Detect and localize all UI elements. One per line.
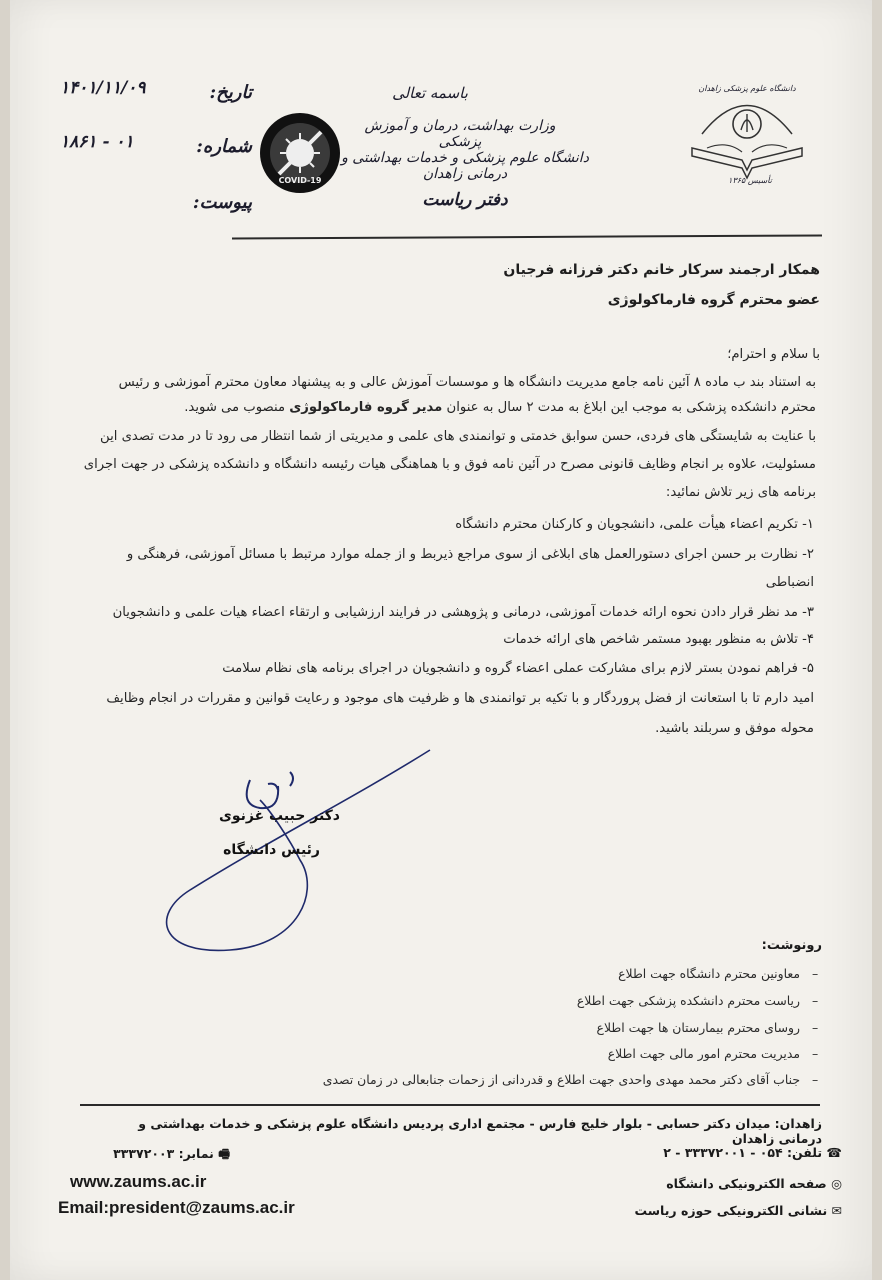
website-label-text: صفحه الکترونیکی دانشگاه xyxy=(666,1176,827,1191)
university-logo xyxy=(682,82,812,192)
cc-item xyxy=(300,1020,800,1035)
office-name: دفتر ریاست xyxy=(422,190,508,210)
p1-line2-pre: محترم دانشکده پزشکی به موجب این ابلاغ به مدت ۲ سال به عنوان xyxy=(446,400,816,415)
invocation: باسمه تعالی xyxy=(392,84,468,102)
email-link[interactable]: Email:president@zaums.ac.ir xyxy=(58,1198,295,1217)
p1-line2-post: منصوب می شوید. xyxy=(184,400,286,415)
website-link[interactable]: www.zaums.ac.ir xyxy=(70,1172,207,1191)
phone-label: تلفن: xyxy=(787,1145,823,1160)
logo-year: تأسیس ۱۳۶۵ xyxy=(728,176,772,185)
signatory-name: دکتر حبیب غزنوی xyxy=(219,808,340,824)
list-item-1: ۱- تکریم اعضاء هیأت علمی، دانشجویان و کارکنان محترم دانشگاه xyxy=(455,517,814,532)
globe-icon: ◎ xyxy=(831,1176,842,1191)
footer-website-label xyxy=(560,1176,842,1191)
cc-dash: – xyxy=(812,1072,819,1087)
cc-item-text: مدیریت محترم امور مالی جهت اطلاع xyxy=(607,1046,800,1061)
footer-email-label xyxy=(560,1203,842,1218)
closing-line-2: محوله موفق و سربلند باشید. xyxy=(655,721,814,736)
cc-item xyxy=(300,966,800,981)
appointment-position: مدیر گروه فارماکولوژی xyxy=(289,400,443,415)
paragraph-1-line-1: به استناد بند ب ماده ۸ آئین نامه جامع مدیریت دانشگاه ها و موسسات آموزش عالی و به پیشنهاد معاون محترم آموزشی و رئیس xyxy=(118,375,816,390)
number-label: شماره: xyxy=(196,136,252,157)
fax-icon: 🖷 xyxy=(218,1146,230,1161)
footer-phone xyxy=(560,1145,842,1160)
logo-arc-text: دانشگاه علوم پزشکی زاهدان xyxy=(698,84,796,93)
cc-item-text: جناب آقای دکتر محمد مهدی واحدی جهت اطلاع و قدردانی از زحمات جنابعالی در زمان تصدی xyxy=(322,1072,800,1087)
number-value: ۱۸۶۱ - ۰۱ xyxy=(60,132,134,152)
phone-icon: ☎ xyxy=(826,1145,842,1160)
paragraph-2-line-3: برنامه های زیر تلاش نمائید: xyxy=(665,485,816,500)
greeting: با سلام و احترام؛ xyxy=(727,347,820,362)
cc-item xyxy=(300,993,800,1008)
paragraph-1-line-2 xyxy=(80,395,816,420)
cc-heading: رونوشت: xyxy=(761,938,822,953)
footer-address: زاهدان: میدان دکتر حسابی - بلوار خلیج فارس - مجتمع اداری پردیس دانشگاه علوم پزشکی و خدمات بهداشتی و درمانی زاهدان xyxy=(138,1116,822,1146)
signatory-title: رئیس دانشگاه xyxy=(223,842,320,858)
list-item-5: ۵- فراهم نمودن بستر لازم برای مشارکت عملی اعضاء گروه و دانشجویان در اجرای برنامه های نظام سلامت xyxy=(222,661,814,676)
email-label-text: نشانی الکترونیکی حوزه ریاست xyxy=(634,1203,828,1218)
cc-dash: – xyxy=(812,993,819,1008)
cc-item xyxy=(200,1072,800,1087)
cc-dash: – xyxy=(812,1020,819,1035)
paragraph-2-line-2: مسئولیت، علاوه بر انجام وظایف قانونی مصرح در آئین نامه فوق و با هماهنگی هیات رئیسه دانشگاه و دانشکده پزشکی در جهت اجرای xyxy=(83,457,816,472)
cc-item-text: ریاست محترم دانشکده پزشکی جهت اطلاع xyxy=(576,993,800,1008)
date-label: تاریخ: xyxy=(209,82,252,103)
footer-divider xyxy=(80,1104,820,1106)
date-value: ۱۴۰۱/۱۱/۰۹ xyxy=(60,78,146,98)
covid-stamp-label: COVID-19 xyxy=(278,176,322,185)
covid-stamp xyxy=(257,110,343,196)
email-icon: ✉ xyxy=(831,1203,842,1218)
recipient-line1: همکار ارجمند سرکار خانم دکتر فرزانه فرجیان xyxy=(503,262,820,278)
fax-value: ۳۳۳۷۲۰۰۳ xyxy=(113,1146,175,1161)
list-item-3: ۳- مد نظر قرار دادن نحوه ارائه خدمات آموزشی، درمانی و پژوهشی در فرایند ارزشیابی و ارتقاء اعضاء هیات علمی و دانشجویان xyxy=(112,605,814,620)
phone-value: ۰۵۴ - ۳۳۳۷۲۰۰۱ - ۲ xyxy=(663,1145,783,1160)
cc-item-text: روسای محترم بیمارستان ها جهت اطلاع xyxy=(596,1020,800,1035)
recipient-line2: عضو محترم گروه فارماکولوژی xyxy=(607,292,820,308)
cc-dash: – xyxy=(812,966,819,981)
ministry-name: وزارت بهداشت، درمان و آموزش پزشکی xyxy=(364,118,556,150)
university-name: دانشگاه علوم پزشکی و خدمات بهداشتی و درمانی زاهدان xyxy=(341,150,589,182)
fax-label: نمابر: xyxy=(178,1146,214,1161)
list-item-2-line-2: انضباطی xyxy=(765,575,814,590)
closing-line-1: امید دارم تا با استعانت از فضل پروردگار و با تکیه بر توانمندی ها و ظرفیت های موجود و رعایت قوانین و مقررات در انجام وظایف xyxy=(106,691,814,706)
cc-item-text: معاونین محترم دانشگاه جهت اطلاع xyxy=(618,966,800,981)
footer-fax xyxy=(100,1145,230,1166)
cc-item xyxy=(300,1046,800,1061)
attachment-label: پیوست: xyxy=(192,192,252,213)
cc-dash: – xyxy=(812,1046,819,1061)
list-item-4: ۴- تلاش به منظور بهبود مستمر شاخص های ارائه خدمات xyxy=(503,632,814,647)
list-item-2-line-1: ۲- نظارت بر حسن اجرای دستورالعمل های ابلاغی از سوی مراجع ذیربط و از جمله موارد مرتبط با مسائل آموزشی، فرهنگی و xyxy=(126,547,814,562)
paragraph-2-line-1: با عنایت به شایستگی های فردی، حسن سوابق خدمتی و توانمندی های علمی و مدیریتی از شما انتظار می رود تا در مدت تصدی این xyxy=(100,429,816,444)
